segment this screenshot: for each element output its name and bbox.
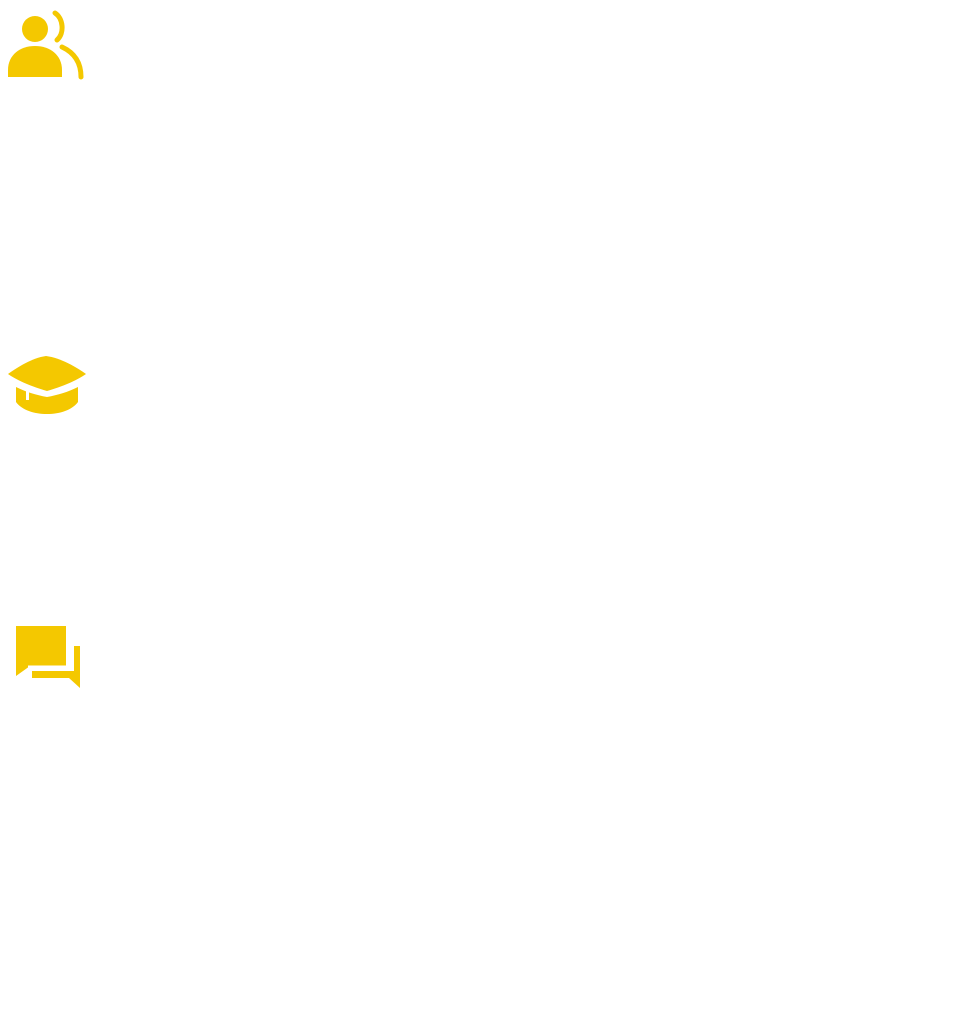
chat-bubbles-icon [14, 624, 82, 690]
users-icon [6, 10, 84, 80]
graduation-cap-icon [6, 354, 88, 418]
